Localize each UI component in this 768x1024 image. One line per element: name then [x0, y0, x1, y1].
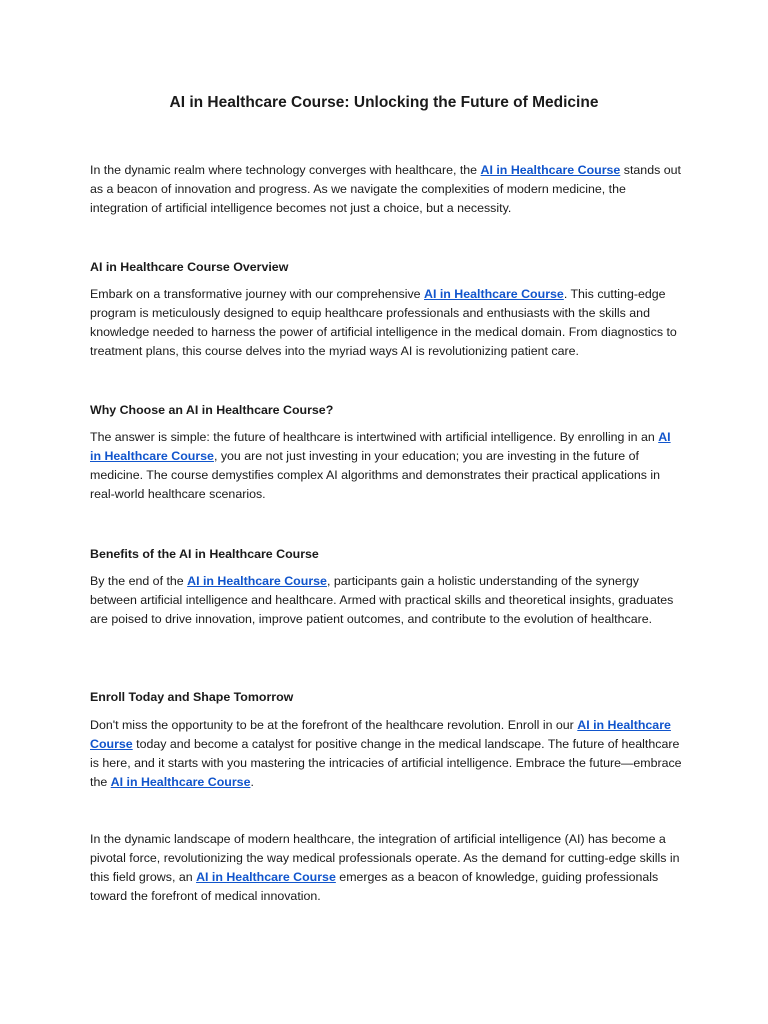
- overview-heading: AI in Healthcare Course Overview: [90, 260, 289, 274]
- course-link[interactable]: AI in Healthcare Course: [480, 163, 621, 177]
- intro-paragraph: In the dynamic realm where technology converges with healthcare, the AI in Healthcare Course stands out as a beacon of innovation and progress. As we navigate the complexities of modern medicine, the integration of artificial intelligence becomes not just a choice, but a necessity.: [90, 163, 681, 215]
- course-link[interactable]: AI in Healthcare Course: [196, 869, 336, 884]
- enroll-heading: Enroll Today and Shape Tomorrow: [90, 690, 294, 704]
- closing-paragraph: In the dynamic landscape of modern healthcare, the integration of artificial intelligence (AI) has become a pivotal force, revolutionizing the way medical professionals operate. As the demand for cutting-edge skills in this field grows, an AI in Healthcare Course emerges as a beacon of knowledge, guiding professionals toward the forefront of medical innovation.: [90, 832, 680, 903]
- benefits-heading: Benefits of the AI in Healthcare Course: [90, 547, 319, 561]
- document-title: AI in Healthcare Course: Unlocking the Future of Medicine: [169, 94, 599, 111]
- benefits-paragraph: By the end of the AI in Healthcare Course, participants gain a holistic understanding of the synergy between artificial intelligence and healthcare. Armed with practical skills and theoretical insights, graduates are poised to drive innovation, improve patient outcomes, and contribute to the evolution of healthcare.: [90, 574, 674, 626]
- overview-paragraph: Embark on a transformative journey with our comprehensive AI in Healthcare Course. This cutting-edge program is meticulously designed to equip healthcare professionals and enthusiasts with the skills and knowledge needed to harness the power of artificial intelligence in the medical domain. From diagnostics to treatment plans, this course delves into the myriad ways AI is revolutionizing patient care.: [90, 287, 677, 358]
- course-link[interactable]: AI in Healthcare Course: [110, 774, 251, 789]
- course-link[interactable]: AI in Healthcare Course: [90, 718, 671, 751]
- enroll-paragraph: Don't miss the opportunity to be at the forefront of the healthcare revolution. Enroll in our AI in Healthcare Course today and become a catalyst for positive change in the medical landscape. The future of healthcare is here, and it starts with you mastering the intricacies of artificial intelligence. Embrace the future—embrace the AI in Healthcare Course.: [90, 718, 682, 789]
- course-link[interactable]: AI in Healthcare Course: [424, 287, 564, 301]
- why-choose-heading: Why Choose an AI in Healthcare Course?: [90, 403, 334, 417]
- course-link[interactable]: AI in Healthcare Course: [187, 574, 327, 588]
- why-choose-paragraph: The answer is simple: the future of healthcare is intertwined with artificial intelligence. By enrolling in an AI in Healthcare Course, you are not just investing in your education; you are investing in the future of medicine. The course demystifies complex AI algorithms and demonstrates their practical applications in real-world healthcare scenarios.: [90, 430, 671, 501]
- course-link[interactable]: AI in Healthcare Course: [90, 430, 671, 463]
